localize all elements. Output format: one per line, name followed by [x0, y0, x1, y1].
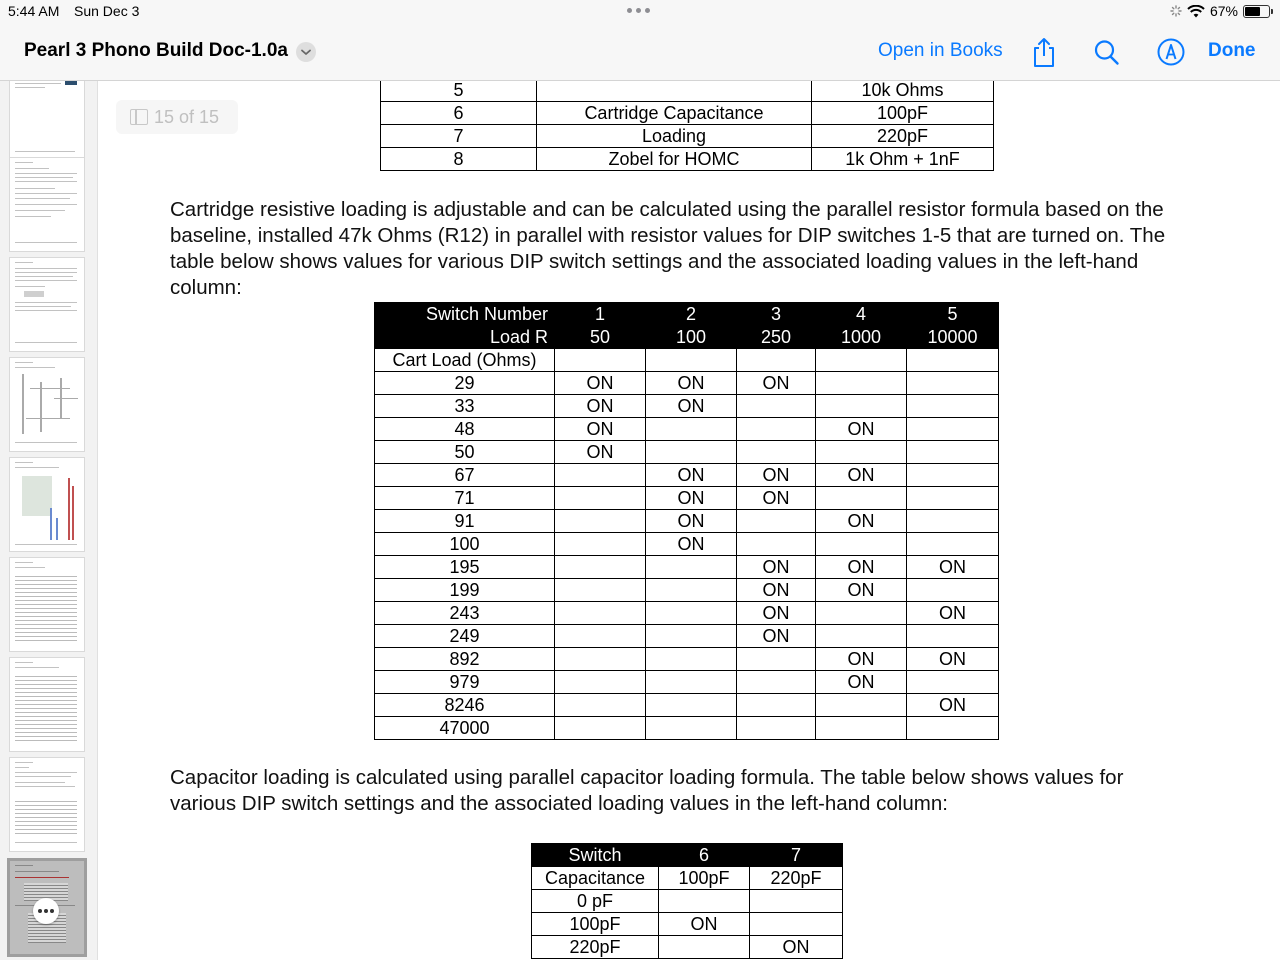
status-date: Sun Dec 3	[74, 3, 140, 19]
switch-state-cell	[737, 418, 816, 441]
function-cell: Cartridge Capacitance	[537, 102, 812, 125]
table-row	[375, 441, 999, 464]
empty-cell	[737, 349, 816, 372]
switch-state-cell: ON	[907, 694, 999, 717]
switch-state-cell	[555, 717, 646, 740]
switch-state-cell	[646, 418, 737, 441]
switch-state-cell	[555, 602, 646, 625]
empty-cell	[646, 349, 737, 372]
switch-state-cell	[737, 694, 816, 717]
cart-load-value: 243	[375, 602, 555, 625]
switch-state-cell: ON	[750, 936, 843, 959]
switch-state-cell: ON	[816, 648, 907, 671]
loading-spinner-icon	[1170, 5, 1182, 17]
capacitance-header: Capacitance	[532, 867, 659, 890]
table-row	[375, 694, 999, 717]
switch-state-cell: ON	[659, 913, 750, 936]
switch-state-cell	[555, 510, 646, 533]
switch-state-cell	[907, 510, 999, 533]
switch-number-cell: 6	[381, 102, 537, 125]
switch-header-cell: 5	[907, 303, 999, 326]
switch-state-cell	[907, 372, 999, 395]
switch-number-cell: 8	[381, 148, 537, 171]
switch-state-cell: ON	[646, 464, 737, 487]
table-row	[375, 602, 999, 625]
cart-load-value: 29	[375, 372, 555, 395]
status-time: 5:44 AM	[8, 3, 60, 19]
table-row	[532, 913, 843, 936]
switch-state-cell: ON	[646, 487, 737, 510]
switch-number-header: Switch Number	[375, 303, 555, 326]
empty-cell	[816, 349, 907, 372]
header-row-cart	[375, 349, 999, 372]
chevron-down-icon	[296, 42, 316, 62]
table-row	[375, 372, 999, 395]
switch-state-cell	[907, 441, 999, 464]
document-title[interactable]: Pearl 3 Phono Build Doc-1.0a	[24, 40, 288, 61]
table-row	[375, 717, 999, 740]
switch-state-cell	[737, 395, 816, 418]
cart-load-value: 100	[375, 533, 555, 556]
resistive-loading-paragraph: Cartridge resistive loading is adjustable and can be calculated using the parallel resistor formula based on the baseline, installed 47k Ohms (R12) in parallel with resistor values for DIP switches 1-5 that are turned on. The table below shows values for various DIP switch settings and the associated loading values in the left-hand column:	[170, 198, 1166, 299]
switch-state-cell: ON	[737, 602, 816, 625]
table-row	[532, 936, 843, 959]
switch-state-cell: ON	[816, 418, 907, 441]
switch-state-cell	[737, 671, 816, 694]
switch-state-cell	[555, 556, 646, 579]
more-options-button[interactable]	[33, 898, 59, 924]
switch-state-cell	[907, 671, 999, 694]
switch-state-cell	[555, 487, 646, 510]
switch-state-cell	[816, 625, 907, 648]
table-row	[375, 464, 999, 487]
table-row	[375, 510, 999, 533]
switch-state-cell: ON	[646, 372, 737, 395]
switch-state-cell: ON	[555, 441, 646, 464]
switch-state-cell	[907, 464, 999, 487]
cart-load-value: 249	[375, 625, 555, 648]
switch-state-cell	[659, 936, 750, 959]
switch-state-cell	[816, 602, 907, 625]
markup-button[interactable]	[1156, 36, 1186, 68]
document-page[interactable]	[98, 81, 1280, 960]
switch-state-cell	[816, 717, 907, 740]
switch-header-cell: 3	[737, 303, 816, 326]
switch-state-cell: ON	[907, 648, 999, 671]
switch-state-cell	[555, 671, 646, 694]
header-row-load	[375, 326, 999, 349]
done-button[interactable]: Done	[1208, 40, 1256, 61]
switch-state-cell: ON	[646, 510, 737, 533]
switch-state-cell	[646, 648, 737, 671]
switch-state-cell	[907, 418, 999, 441]
switch-state-cell	[555, 694, 646, 717]
value-cell: 100pF	[812, 102, 994, 125]
battery-icon	[1243, 5, 1270, 18]
switch-state-cell	[555, 625, 646, 648]
switch-state-cell	[907, 533, 999, 556]
header-row-switch	[532, 844, 843, 867]
switch-state-cell: ON	[646, 395, 737, 418]
switch-state-cell	[646, 717, 737, 740]
switch-state-cell: ON	[737, 625, 816, 648]
switch-state-cell: ON	[816, 464, 907, 487]
table-row	[375, 418, 999, 441]
switch-state-cell: ON	[646, 533, 737, 556]
page-thumbnail[interactable]	[10, 458, 84, 551]
switch-state-cell	[816, 372, 907, 395]
switch-state-cell	[555, 579, 646, 602]
switch-state-cell	[907, 717, 999, 740]
table-row	[381, 125, 994, 148]
load-r-header: Load R	[375, 326, 555, 349]
switch-state-cell	[816, 487, 907, 510]
cart-load-value: 91	[375, 510, 555, 533]
switch-state-cell: ON	[907, 556, 999, 579]
switch-number-cell: 5	[381, 81, 537, 102]
load-value-cell: 100	[646, 326, 737, 349]
page-thumbnail[interactable]	[10, 558, 84, 651]
switch-state-cell	[737, 533, 816, 556]
switch-state-cell	[646, 602, 737, 625]
table-row	[375, 648, 999, 671]
switch-state-cell	[646, 671, 737, 694]
markup-icon	[1156, 36, 1186, 68]
switch-state-cell	[816, 694, 907, 717]
battery-percent: 67%	[1209, 3, 1238, 19]
share-button[interactable]	[1029, 36, 1059, 68]
switch-state-cell: ON	[816, 579, 907, 602]
switch-state-cell	[737, 717, 816, 740]
search-icon	[1092, 36, 1122, 68]
switch-state-cell	[816, 395, 907, 418]
function-cell: Loading	[537, 125, 812, 148]
table-row	[375, 556, 999, 579]
switch-number-cell: 7	[381, 125, 537, 148]
cap-load-value: 0 pF	[532, 890, 659, 913]
switch-state-cell	[659, 890, 750, 913]
title-menu-button[interactable]	[296, 42, 316, 62]
switch-state-cell: ON	[816, 510, 907, 533]
page-thumbnail[interactable]	[10, 658, 84, 751]
load-value-cell: 10000	[907, 326, 999, 349]
cart-load-value: 33	[375, 395, 555, 418]
page-thumbnail[interactable]	[10, 758, 84, 851]
load-value-cell: 50	[555, 326, 646, 349]
switch-state-cell	[737, 510, 816, 533]
function-cell	[537, 81, 812, 102]
cart-load-value: 892	[375, 648, 555, 671]
switch-header-cell: 4	[816, 303, 907, 326]
switch-header-cell: 1	[555, 303, 646, 326]
resistive-loading-table	[374, 302, 999, 740]
empty-cell	[907, 349, 999, 372]
cart-load-value: 8246	[375, 694, 555, 717]
switch-state-cell	[646, 441, 737, 464]
table-row	[375, 395, 999, 418]
switch-state-cell: ON	[737, 556, 816, 579]
cart-load-value: 50	[375, 441, 555, 464]
table-row	[375, 625, 999, 648]
page-thumbnail[interactable]	[10, 258, 84, 351]
switch-state-cell	[737, 648, 816, 671]
dip-switch-function-table	[380, 81, 994, 171]
share-icon	[1029, 36, 1059, 68]
switch-state-cell	[907, 579, 999, 602]
cart-load-header: Cart Load (Ohms)	[375, 349, 555, 372]
table-row	[532, 890, 843, 913]
switch-state-cell: ON	[555, 372, 646, 395]
switch-state-cell	[555, 464, 646, 487]
load-value-cell: 1000	[816, 326, 907, 349]
header-row-switch	[375, 303, 999, 326]
wifi-icon	[1187, 5, 1205, 18]
table-row	[375, 671, 999, 694]
cart-load-value: 67	[375, 464, 555, 487]
table-row	[375, 533, 999, 556]
load-value-cell: 250	[737, 326, 816, 349]
switch-state-cell: ON	[555, 418, 646, 441]
capacitive-loading-table	[531, 843, 843, 959]
switch-state-cell	[907, 395, 999, 418]
cart-load-value: 71	[375, 487, 555, 510]
page-count-label: 15 of 15	[154, 106, 220, 127]
switch-state-cell	[750, 913, 843, 936]
cart-load-value: 195	[375, 556, 555, 579]
switch-state-cell	[646, 694, 737, 717]
switch-state-cell	[646, 556, 737, 579]
value-cell: 220pF	[812, 125, 994, 148]
open-in-books-button[interactable]: Open in Books	[878, 40, 1003, 61]
switch-header-cell: 2	[646, 303, 737, 326]
switch-state-cell: ON	[555, 395, 646, 418]
switch-header-cell: 7	[750, 844, 843, 867]
switch-state-cell	[816, 533, 907, 556]
table-row	[381, 102, 994, 125]
nav-bar	[0, 24, 1280, 81]
switch-state-cell	[555, 648, 646, 671]
switch-state-cell: ON	[737, 372, 816, 395]
cart-load-value: 47000	[375, 717, 555, 740]
header-row-capacitance	[532, 867, 843, 890]
search-button[interactable]	[1092, 36, 1122, 68]
switch-state-cell: ON	[816, 671, 907, 694]
switch-state-cell	[646, 579, 737, 602]
empty-cell	[555, 349, 646, 372]
switch-state-cell	[816, 441, 907, 464]
function-cell: Zobel for HOMC	[537, 148, 812, 171]
switch-state-cell: ON	[816, 556, 907, 579]
switch-state-cell: ON	[737, 487, 816, 510]
status-bar	[0, 0, 1280, 24]
capacitive-loading-paragraph: Capacitor loading is calculated using parallel capacitor loading formula. The table below shows values for various DIP switch settings and the associated loading values in the left-hand column:	[170, 766, 1124, 815]
value-cell: 10k Ohms	[812, 81, 994, 102]
switch-header-cell: 6	[659, 844, 750, 867]
page-thumbnail[interactable]	[10, 158, 84, 251]
switch-state-cell	[555, 533, 646, 556]
cart-load-value: 979	[375, 671, 555, 694]
table-row	[381, 148, 994, 171]
capacitance-value-cell: 100pF	[659, 867, 750, 890]
page-thumbnail[interactable]	[10, 358, 84, 451]
switch-state-cell	[646, 625, 737, 648]
cap-load-value: 100pF	[532, 913, 659, 936]
switch-state-cell: ON	[737, 579, 816, 602]
cart-load-value: 199	[375, 579, 555, 602]
table-row	[375, 487, 999, 510]
switch-state-cell	[737, 441, 816, 464]
switch-state-cell	[750, 890, 843, 913]
page-thumbnail[interactable]	[10, 81, 84, 162]
table-row	[381, 81, 994, 102]
capacitance-value-cell: 220pF	[750, 867, 843, 890]
switch-state-cell: ON	[737, 464, 816, 487]
multitasking-dots-icon[interactable]	[627, 8, 650, 13]
table-row	[375, 579, 999, 602]
cart-load-value: 48	[375, 418, 555, 441]
switch-state-cell: ON	[907, 602, 999, 625]
status-indicators	[1170, 3, 1270, 19]
value-cell: 1k Ohm + 1nF	[812, 148, 994, 171]
switch-state-cell	[907, 487, 999, 510]
page-thumbnail-sidebar[interactable]	[0, 81, 98, 960]
switch-header: Switch	[532, 844, 659, 867]
switch-state-cell	[907, 625, 999, 648]
cap-load-value: 220pF	[532, 936, 659, 959]
